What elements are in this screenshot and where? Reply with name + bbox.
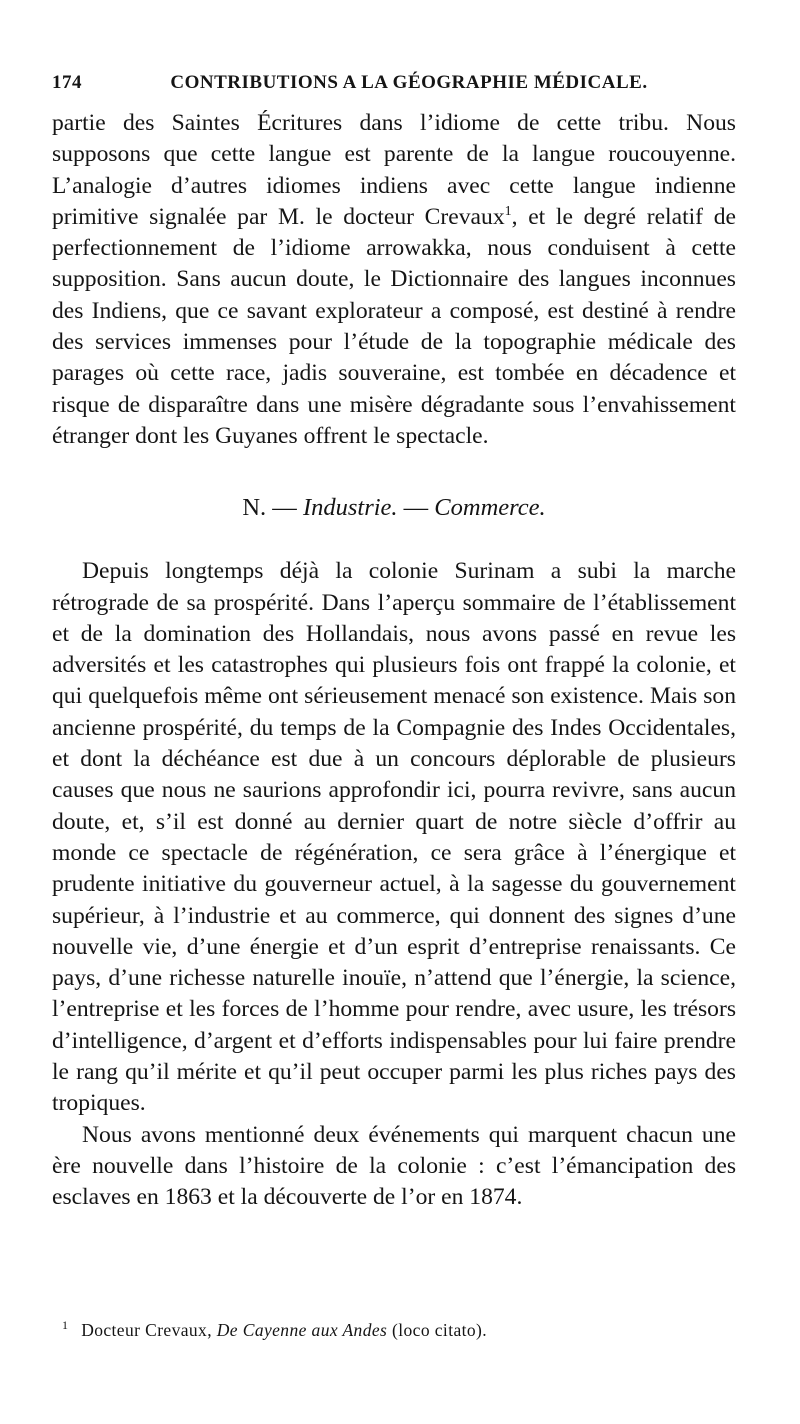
page-body [52,72,736,1214]
section-separator: — [403,494,429,522]
section-title-industrie: Industrie. [302,494,398,522]
footnote [62,1318,487,1341]
footnote-work-title: De Cayenne aux Andes [216,1319,388,1340]
running-head [52,72,736,108]
section-heading [52,493,736,523]
running-title: CONTRIBUTIONS A LA GÉOGRAPHIE MÉDICALE. [170,72,648,93]
paragraph-text: , et le degré relatif de perfectionnement de l’idiome arrowakka, nous conduisent à cette supposition. Sans aucun doute, le Dictionnaire des langues inconnues des Indiens, que ce savant explorateur a composé, est destiné à rendre des services immenses pour l’étude de la topographie médicale des parages où cette race, jadis souveraine, est tombée en décadence et risque de disparaître dans une misère dégradante sous l’envahissement étranger dont les Guyanes offrent le spectacle. [52,203,736,449]
page-number: 174 [52,72,82,93]
paragraph-text: partie des Saintes Écritures dans l’idiome de cette tribu. Nous supposons que cette langue est parente de la langue roucouyenne. L’analogie d’autres idiomes indiens avec cette langue indienne primitive signalée par M. le docteur Crevaux [52,110,736,230]
footnote-citation: (loco citato). [392,1319,488,1340]
section-letter: N. — [242,494,297,522]
paragraph-continuation [52,108,736,452]
footnote-number: 1 [62,1318,69,1332]
section-title-commerce: Commerce. [434,494,546,522]
paragraph-surinam: Depuis longtemps déjà la colonie Surinam a subi la marche rétrograde de sa prospérité. Dans l’aperçu sommaire de l’établissement et de la domination des Hollandais, nous avons passé en revue les adversités et les catastrophes qui plusieurs fois ont frappé la colonie, et qui quelquefois même ont sérieusement menacé son existence. Mais son ancienne prospérité, du temps de la Compagnie des Indes Occidentales, et dont la déchéance est due à un concours déplorable de plusieurs causes que nous ne saurions approfondir ici, pourra revivre, sans aucun doute, et, s’il est donné au dernier quart de notre siècle d’offrir au monde ce spectacle de régénération, ce sera grâce à l’énergique et prudente initiative du gouverneur actuel, à la sagesse du gouvernement supérieur, à l’industrie et au commerce, qui donnent des signes d’une nouvelle vie, d’une énergie et d’un esprit d’entreprise renaissants. Ce pays, d’une richesse naturelle inouïe, n’attend que l’énergie, la science, l’entreprise et les forces de l’homme pour rendre, avec usure, les trésors d’intelligence, d’argent et d’efforts indispensables pour lui faire prendre le rang qu’il mérite et qu’il peut occuper parmi les plus riches pays des tropiques. [52,558,736,1117]
paragraph-events: Nous avons mentionné deux événements qui marquent chacun une ère nouvelle dans l’histoire de la colonie : c’est l’émancipation des esclaves en 1863 et la découverte de l’or en 1874. [52,1121,736,1211]
footnote-author: Docteur Crevaux, [81,1319,212,1340]
footnote-reference: 1 [504,204,512,220]
